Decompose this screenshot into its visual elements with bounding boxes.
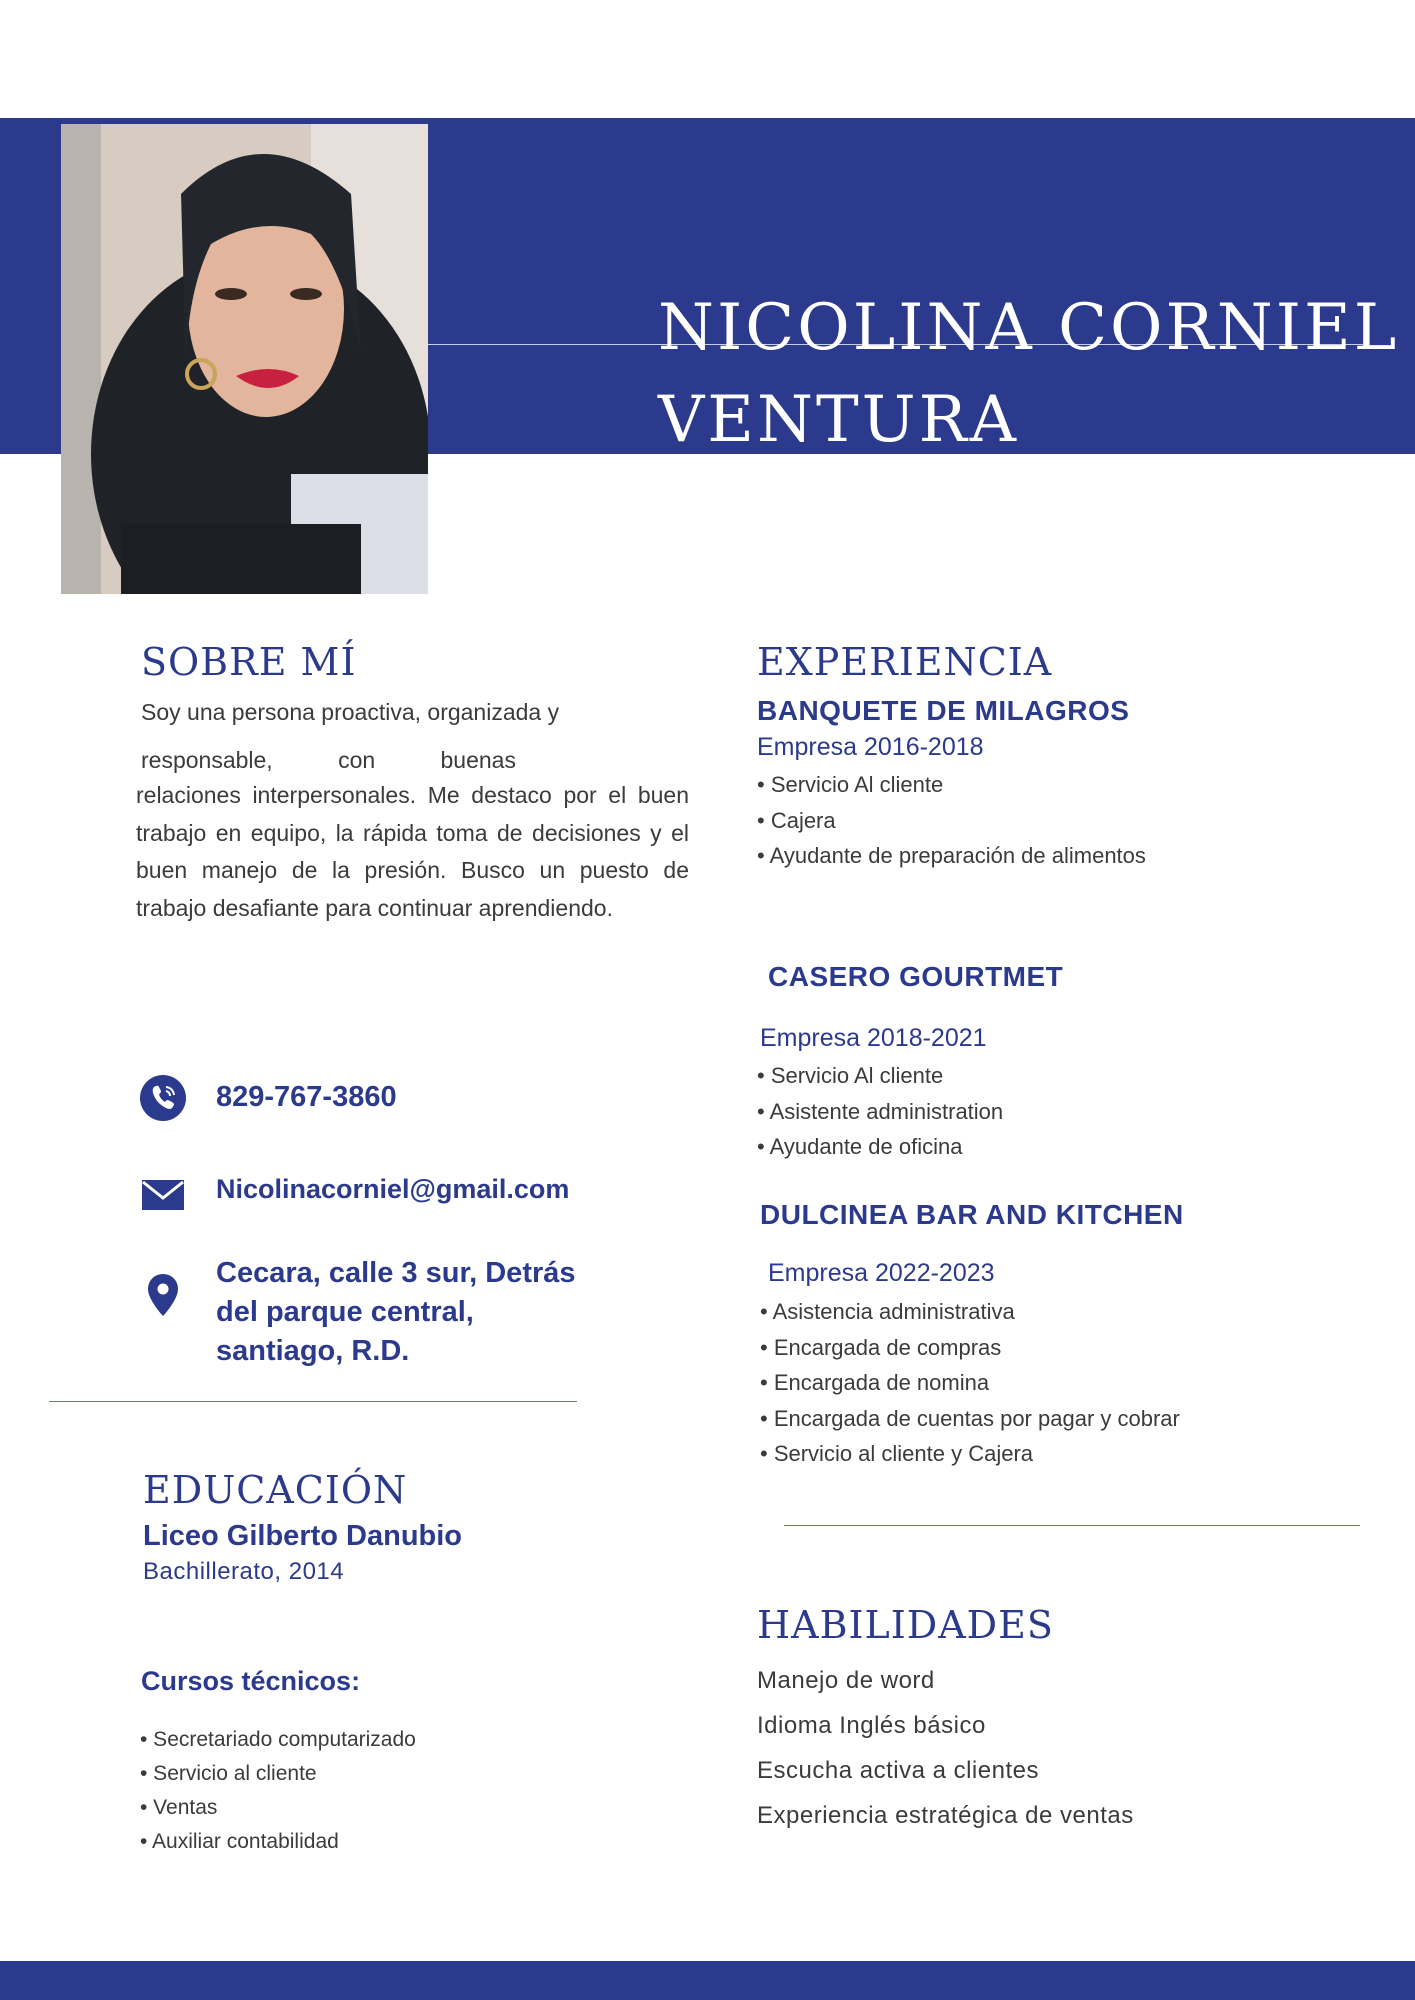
about-title: SOBRE MÍ xyxy=(141,640,357,684)
list-item: Idioma Inglés básico xyxy=(757,1712,986,1739)
list-item: • Asistente administration xyxy=(757,1098,1004,1124)
about-word-1: responsable, xyxy=(141,747,273,773)
address-line-3: santiago, R.D. xyxy=(216,1335,410,1367)
list-item: Experiencia estratégica de ventas xyxy=(757,1802,1134,1829)
job-1-tasks xyxy=(757,767,1146,874)
profile-photo xyxy=(61,124,428,594)
degree: Bachillerato, 2014 xyxy=(143,1558,345,1585)
list-item: • Servicio Al cliente xyxy=(757,1063,944,1088)
right-divider xyxy=(784,1525,1360,1526)
job-1-company: BANQUETE DE MILAGROS xyxy=(757,695,1130,726)
list-item: • Servicio al cliente y Cajera xyxy=(760,1441,1034,1466)
full-name xyxy=(658,282,1398,466)
skills-title: HABILIDADES xyxy=(757,1603,1054,1647)
about-paragraph: relaciones interpersonales. Me destaco por el buen trabajo en equipo, la rápida toma de decisiones y el buen manejo de la presión. Busco un puesto de trabajo desafiante para continuar aprendiendo. xyxy=(136,782,689,921)
job-3-period: Empresa 2022-2023 xyxy=(768,1259,995,1287)
location-pin-icon xyxy=(140,1272,186,1318)
list-item: • Servicio al cliente xyxy=(140,1762,317,1785)
about-word-3: buenas xyxy=(440,747,516,773)
job-3-company: DULCINEA BAR AND KITCHEN xyxy=(760,1199,1184,1230)
address xyxy=(216,1254,576,1371)
list-item: • Ventas xyxy=(140,1796,218,1819)
list-item: • Cajera xyxy=(757,807,836,833)
job-2-tasks xyxy=(757,1058,1003,1165)
job-2-company: CASERO GOURTMET xyxy=(768,961,1064,992)
email-address: Nicolinacorniel@gmail.com xyxy=(216,1174,570,1204)
list-item: • Ayudante de oficina xyxy=(757,1134,963,1159)
about-word-2: con xyxy=(338,747,376,773)
footer-band xyxy=(0,1961,1415,2000)
job-3-tasks xyxy=(760,1294,1180,1472)
experience-title: EXPERIENCIA xyxy=(757,640,1053,684)
list-item: Escucha activa a clientes xyxy=(757,1757,1039,1784)
portrait-illustration xyxy=(61,124,428,594)
phone-number: 829-767-3860 xyxy=(216,1081,397,1113)
list-item: • Encargada de cuentas por pagar y cobrar xyxy=(760,1405,1180,1431)
left-divider xyxy=(49,1401,577,1402)
education-title: EDUCACIÓN xyxy=(143,1468,408,1512)
list-item: • Secretariado computarizado xyxy=(140,1728,416,1751)
address-line-2: del parque central, xyxy=(216,1296,474,1328)
courses-title: Cursos técnicos: xyxy=(141,1666,361,1696)
list-item: • Encargada de nomina xyxy=(760,1370,990,1395)
list-item: • Asistencia administrativa xyxy=(760,1299,1015,1324)
skills-list xyxy=(757,1658,1134,1838)
phone-icon xyxy=(140,1075,186,1121)
job-2-period: Empresa 2018-2021 xyxy=(760,1024,987,1052)
name-line-2: VENTURA xyxy=(658,383,1019,457)
name-line-1: NICOLINA CORNIEL xyxy=(658,291,1400,365)
list-item: • Auxiliar contabilidad xyxy=(140,1830,339,1853)
job-1-period: Empresa 2016-2018 xyxy=(757,733,984,761)
address-line-1: Cecara, calle 3 sur, Detrás xyxy=(216,1257,576,1289)
about-line-2 xyxy=(141,742,516,780)
about-line-1: Soy una persona proactiva, organizada y xyxy=(141,699,560,725)
school-name: Liceo Gilberto Danubio xyxy=(143,1520,463,1552)
list-item: • Ayudante de preparación de alimentos xyxy=(757,843,1146,868)
mail-icon xyxy=(140,1172,186,1218)
list-item: • Servicio Al cliente xyxy=(757,772,944,797)
courses-list xyxy=(140,1723,416,1859)
list-item: • Encargada de compras xyxy=(760,1334,1002,1360)
list-item: Manejo de word xyxy=(757,1667,935,1694)
